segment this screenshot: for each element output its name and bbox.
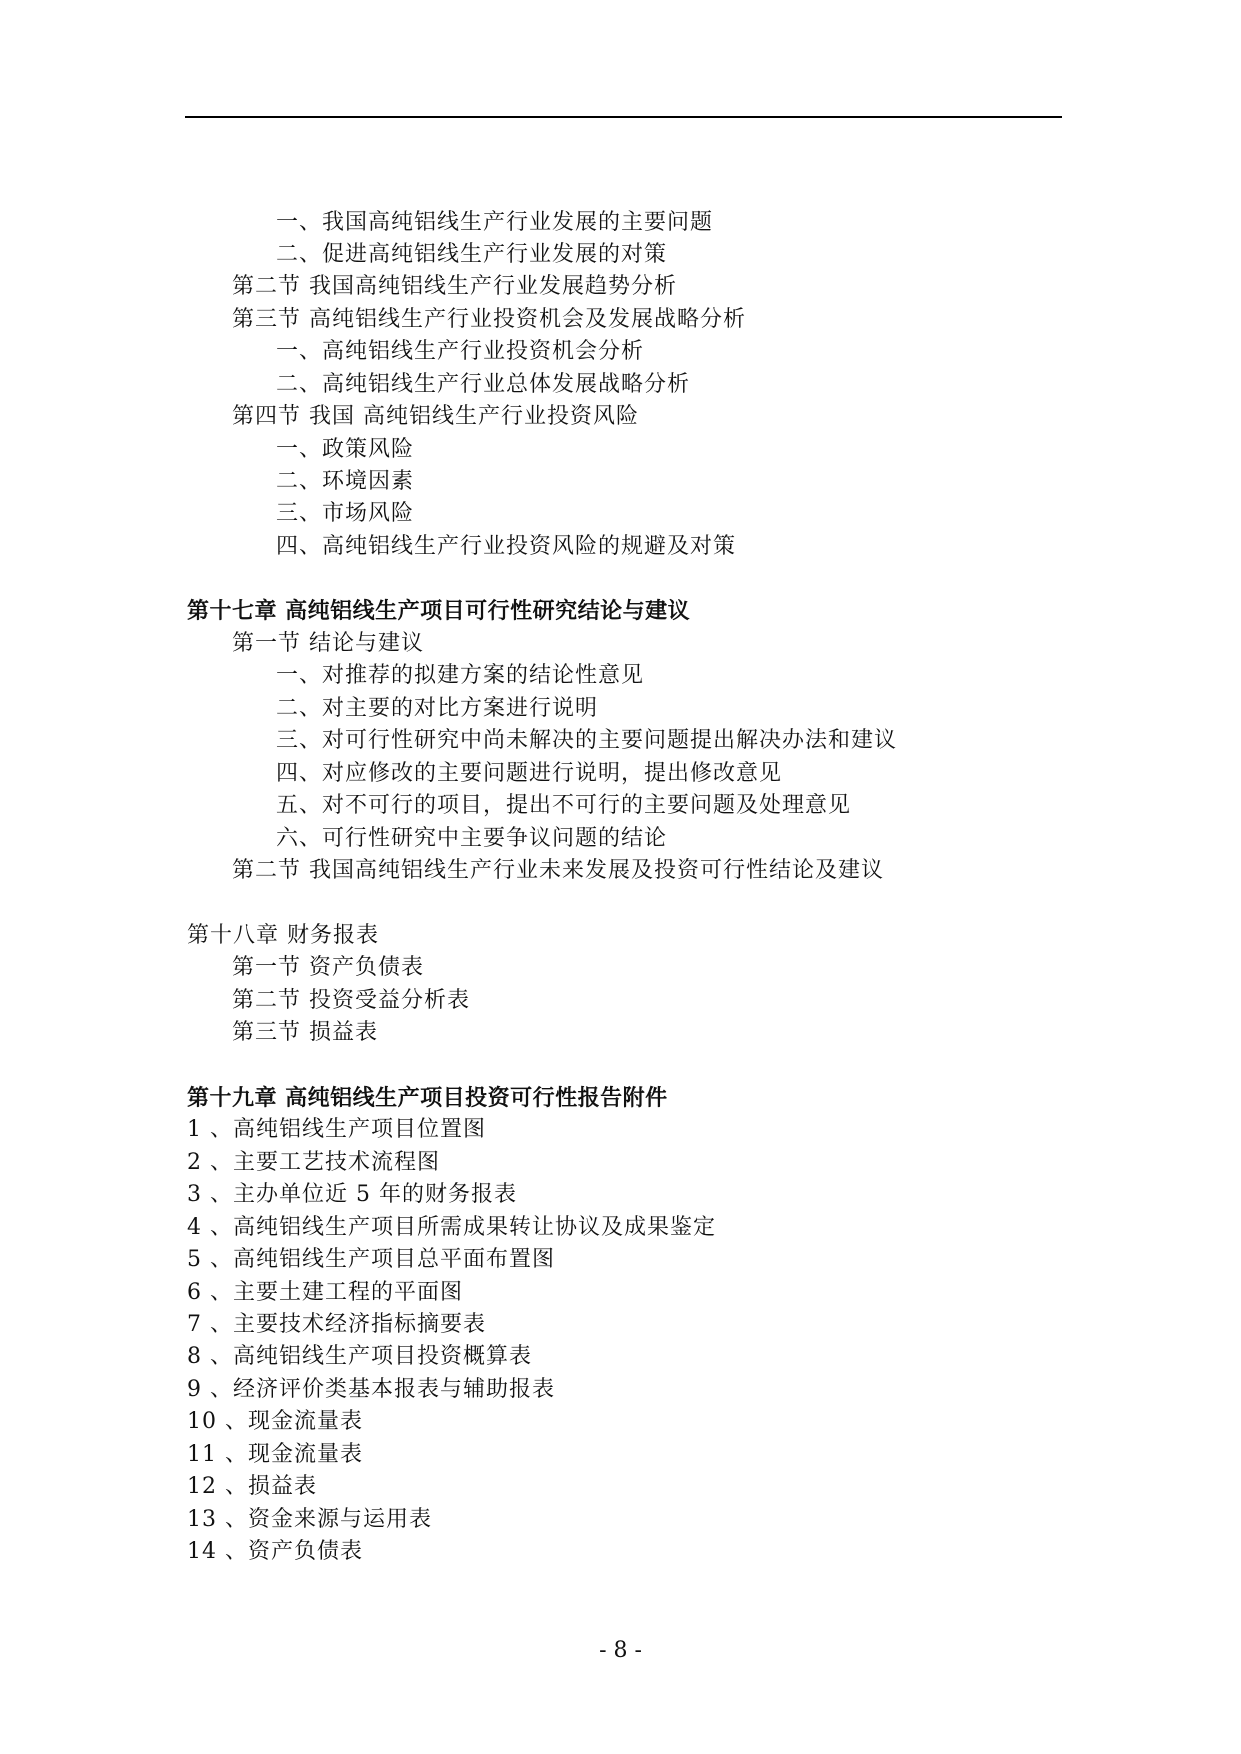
toc-section: 第一节 资产负债表 [232,955,424,980]
toc-item: 五、对不可行的项目，提出不可行的主要问题及处理意见 [276,793,852,818]
toc-appendix-item: 12 、损益表 [187,1474,317,1499]
toc-section: 第二节 投资受益分析表 [232,988,470,1013]
toc-appendix-item: 1 、高纯铝线生产项目位置图 [187,1117,486,1142]
toc-item: 三、对可行性研究中尚未解决的主要问题提出解决办法和建议 [276,728,898,753]
toc-appendix-item: 4 、高纯铝线生产项目所需成果转让协议及成果鉴定 [187,1215,716,1240]
toc-section: 第四节 我国 高纯铝线生产行业投资风险 [232,404,639,429]
toc-section: 第二节 我国高纯铝线生产行业未来发展及投资可行性结论及建议 [232,858,884,883]
toc-chapter-heading: 第十八章 财务报表 [187,923,379,948]
toc-item: 一、高纯铝线生产行业投资机会分析 [276,339,645,364]
toc-appendix-item: 8 、高纯铝线生产项目投资概算表 [187,1344,532,1369]
toc-appendix-item: 6 、主要土建工程的平面图 [187,1280,463,1305]
toc-item: 二、环境因素 [276,469,415,494]
toc-section: 第二节 我国高纯铝线生产行业发展趋势分析 [232,274,677,299]
toc-appendix-item: 3 、主办单位近 5 年的财务报表 [187,1182,517,1207]
page-number: - 8 - [599,1638,642,1663]
toc-item: 二、促进高纯铝线生产行业发展的对策 [276,242,668,267]
toc-appendix-item: 13 、资金来源与运用表 [187,1507,432,1532]
toc-item: 一、对推荐的拟建方案的结论性意见 [276,663,645,688]
toc-section: 第一节 结论与建议 [232,631,424,656]
toc-section: 第三节 损益表 [232,1020,378,1045]
toc-appendix-item: 10 、现金流量表 [187,1409,363,1434]
toc-appendix-item: 14 、资产负债表 [187,1539,363,1564]
header-rule [185,116,1062,118]
toc-item: 二、对主要的对比方案进行说明 [276,696,599,721]
toc-item: 一、政策风险 [276,437,415,462]
toc-item: 三、市场风险 [276,501,415,526]
toc-chapter-heading: 第十七章 高纯铝线生产项目可行性研究结论与建议 [187,598,691,624]
toc-item: 六、可行性研究中主要争议问题的结论 [276,826,668,851]
toc-appendix-item: 9 、经济评价类基本报表与辅助报表 [187,1377,555,1402]
toc-item: 四、高纯铝线生产行业投资风险的规避及对策 [276,534,737,559]
toc-section: 第三节 高纯铝线生产行业投资机会及发展战略分析 [232,307,746,332]
toc-appendix-item: 2 、主要工艺技术流程图 [187,1150,440,1175]
toc-appendix-item: 7 、主要技术经济指标摘要表 [187,1312,486,1337]
toc-item: 四、对应修改的主要问题进行说明，提出修改意见 [276,761,783,786]
toc-appendix-item: 11 、现金流量表 [187,1442,363,1467]
toc-item: 二、高纯铝线生产行业总体发展战略分析 [276,372,691,397]
toc-item: 一、我国高纯铝线生产行业发展的主要问题 [276,210,714,235]
toc-appendix-item: 5 、高纯铝线生产项目总平面布置图 [187,1247,555,1272]
toc-chapter-heading: 第十九章 高纯铝线生产项目投资可行性报告附件 [187,1085,668,1111]
